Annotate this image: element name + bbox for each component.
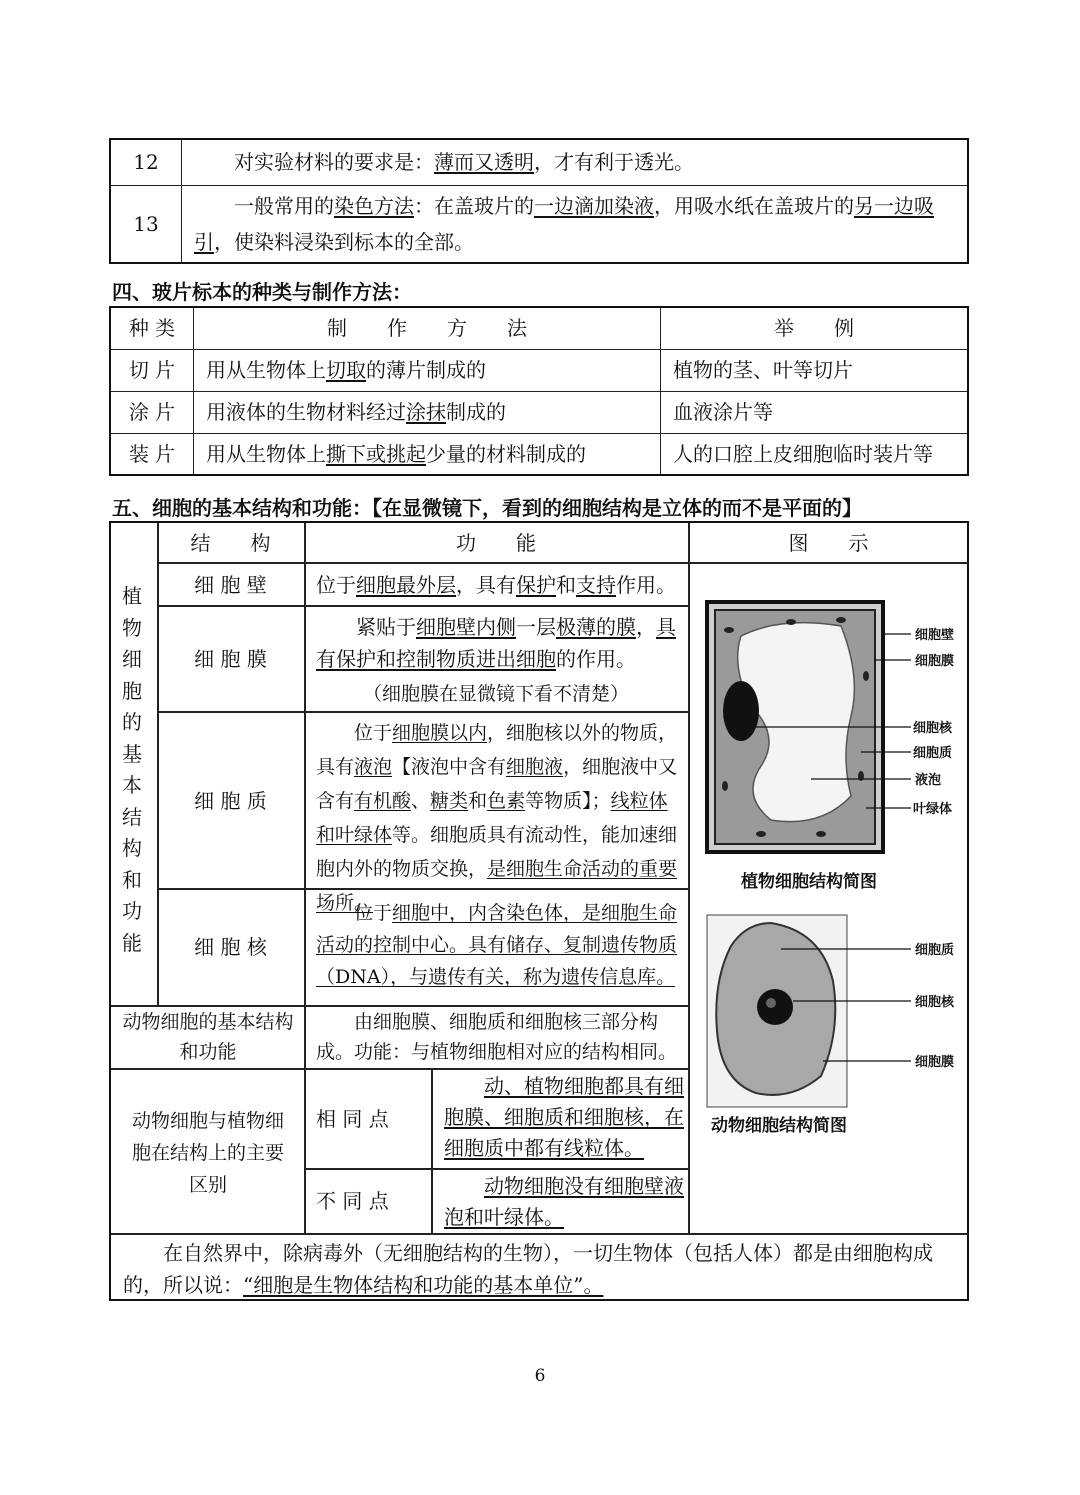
same-points-label: 相 同 点 [316,1107,389,1131]
header-kind: 种 类 [110,307,194,349]
underlined-text: 薄而又透明 [434,150,534,175]
structure-nucleus: 细 胞 核 [194,935,267,959]
kind-cell: 切 片 [110,349,194,391]
label-cell-membrane: 细胞膜 [915,1055,955,1070]
underlined-text: 支持 [576,573,616,597]
function-cell-membrane [316,611,681,675]
method-cell [194,391,661,433]
header-structure: 结 构 [190,531,271,555]
animal-cell-label: 动物细胞的基本结构和功能 [122,1011,294,1063]
table-slide-types [109,306,969,476]
label-nucleus: 细胞核 [915,995,955,1010]
text: 的薄片制成的 [366,358,486,382]
underlined-text: 细胞壁内侧 [416,615,516,639]
divider [157,605,688,607]
underlined-text: 色素 [487,790,526,812]
table-experiment-notes [109,138,969,264]
underlined-text: 动、植物细胞都具有细胞膜、细胞质和细胞核，在细胞质中都有线粒体。 [444,1074,684,1160]
animal-nucleus-shape [757,989,793,1025]
text: ，细胞液中又含有 [316,756,678,812]
text: 少量的材料制成的 [426,441,586,466]
chloroplast-icon [722,781,728,791]
underlined-text: 有机酸 [354,790,412,812]
table-row [110,349,968,391]
structure-cell-wall: 细 胞 壁 [194,573,267,597]
divider [157,711,688,713]
underlined-text: 另一边吸引 [194,193,934,254]
divider [688,523,690,1233]
row-number: 13 [110,185,182,263]
text: ，才有利于透光。 [534,150,694,175]
animal-diagram-caption: 动物细胞结构简图 [711,1116,847,1136]
structure-cell-membrane: 细 胞 膜 [194,647,267,671]
underlined-text: 糖类 [430,790,469,812]
label-cytoplasm: 细胞质 [915,943,955,958]
table-row [110,433,968,475]
section-5-heading: 五、细胞的基本结构和功能：【在显微镜下，看到的细胞结构是立体的而不是平面的】 [112,496,862,520]
text: 位于 [354,902,393,924]
chloroplast-icon [863,671,869,681]
function-cytoplasm [316,716,684,920]
header-function: 功 能 [456,531,536,555]
text: 等物质】； [525,790,611,812]
header-example: 举 例 [661,307,969,349]
example-cell: 植物的茎、叶等切片 [661,349,969,391]
underlined-text: “细胞是生物体结构和功能的基本单位”。 [243,1273,604,1297]
function-nucleus [316,897,684,993]
label-cytoplasm: 细胞质 [913,746,953,761]
text: ，细胞核以外的物质，具有 [316,722,678,778]
table-row [110,391,968,433]
example-cell: 人的口腔上皮细胞临时装片等 [661,433,969,475]
text: ：在盖玻片的 [414,193,534,218]
text: 用从生物体上 [206,358,326,382]
text: ， [636,615,656,639]
page-number: 6 [534,1366,546,1386]
text: 用从生物体上 [206,441,326,466]
text: 在自然界中，除病毒外（无细胞结构的生物），一切生物体（包括人体）都是由细胞构成的，所以说： [123,1241,933,1297]
row-text [182,185,969,263]
summary-text [123,1237,957,1301]
underlined-text: 染色方法 [334,193,414,218]
underlined-text: 撕下或挑起 [326,441,426,466]
text: 【液泡中含有 [392,756,507,778]
text: 一层 [516,615,556,639]
divider [111,1233,969,1235]
row-text [182,139,969,185]
chloroplast-icon [816,831,826,837]
text: 和 [468,790,488,812]
label-vacuole: 液泡 [915,773,942,788]
row-number: 12 [110,139,182,185]
same-points-text [444,1071,684,1164]
structure-cytoplasm: 细 胞 质 [194,789,267,813]
table-row [110,139,968,185]
chloroplast-icon [724,627,734,633]
text: 一般常用的 [234,193,334,218]
text: 作用。 [616,573,676,597]
underlined-text: 液泡 [354,756,393,778]
animal-cell-diagram [701,911,967,1141]
example-cell: 血液涂片等 [661,391,969,433]
animal-labels [915,942,955,1070]
text: ，使染料浸染到标本的全部。 [214,229,474,254]
chloroplast-icon [756,831,766,837]
divider [304,523,306,1233]
underlined-text: 细胞膜以内 [392,722,488,744]
cell-structure-table [109,521,969,1301]
text: 的作用。 [556,647,636,671]
diff-points-label: 不 同 点 [316,1189,389,1213]
chloroplast-icon [836,617,846,623]
header-diagram: 图 示 [788,531,869,555]
comparison-label: 动物细胞与植物细胞在结构上的主要区别 [131,1110,284,1196]
text: 位于 [316,573,356,597]
underlined-text: 切取 [326,358,366,382]
function-cell-wall [316,569,681,601]
text: 、 [411,790,431,812]
divider [431,1068,433,1233]
underlined-text: 细胞最外层 [356,573,456,597]
plant-diagram-caption: 植物细胞结构简图 [741,872,877,892]
plant-cell-diagram [701,596,967,896]
table-row [110,185,968,263]
underlined-text: 极薄的膜 [556,615,636,639]
divider [111,1068,688,1070]
header-method: 制 作 方 法 [194,307,661,349]
text: 对实验材料的要求是： [234,150,434,175]
diff-points-text [444,1171,684,1233]
text: 紧贴于 [356,615,416,639]
side-label-plant: 植物细胞的基本结构和功能 [122,584,142,955]
method-cell [194,433,661,475]
nucleolus-shape [766,998,776,1008]
text: 用液体的生物材料经过 [206,400,406,424]
divider [157,562,969,564]
underlined-text: 涂抹 [406,400,446,424]
underlined-text: 一边滴加染液 [534,193,654,218]
underlined-text: 具有保护和控制物质进出细胞 [316,615,676,671]
text: 位于 [354,722,393,744]
label-nucleus: 细胞核 [913,721,953,736]
underlined-text: 细胞液 [506,756,564,778]
plant-nucleus-shape [723,681,759,741]
label-cell-membrane: 细胞膜 [915,654,955,669]
text: ，具有 [456,573,516,597]
text: 和 [556,573,576,597]
divider [304,1168,688,1170]
membrane-note: （细胞膜在显微镜下看不清楚） [362,683,629,705]
kind-cell: 涂 片 [110,391,194,433]
underlined-text: 保护 [516,573,556,597]
chloroplast-icon [786,619,796,625]
underlined-text: 线粒体和叶绿体 [316,790,668,846]
text: 等。细胞质具有流动性，能加速细胞内外的物质交换， [316,824,678,880]
underlined-text: 细胞中，内含染色体，是细胞生命活动的控制中心。具有储存、复制遗传物质（DNA），与遗传有关，称为遗传信息库。 [316,902,678,988]
plant-labels [913,627,954,817]
text: 制成的 [446,400,506,424]
animal-cell-function: 由细胞膜、细胞质和细胞核三部分构成。功能：与植物细胞相对应的结构相同。 [316,1011,678,1063]
text: ，用吸水纸在盖玻片的 [654,193,854,218]
section-4-heading: 四、玻片标本的种类与制作方法： [112,280,412,304]
method-cell [194,349,661,391]
table-header-row [110,307,968,349]
label-chloroplast: 叶绿体 [913,802,953,817]
underlined-text: 是细胞生命活动的重要场所。 [316,858,678,914]
label-cell-wall: 细胞壁 [915,628,955,643]
kind-cell: 装 片 [110,433,194,475]
underlined-text: 动物细胞没有细胞壁液泡和叶绿体。 [444,1174,684,1229]
